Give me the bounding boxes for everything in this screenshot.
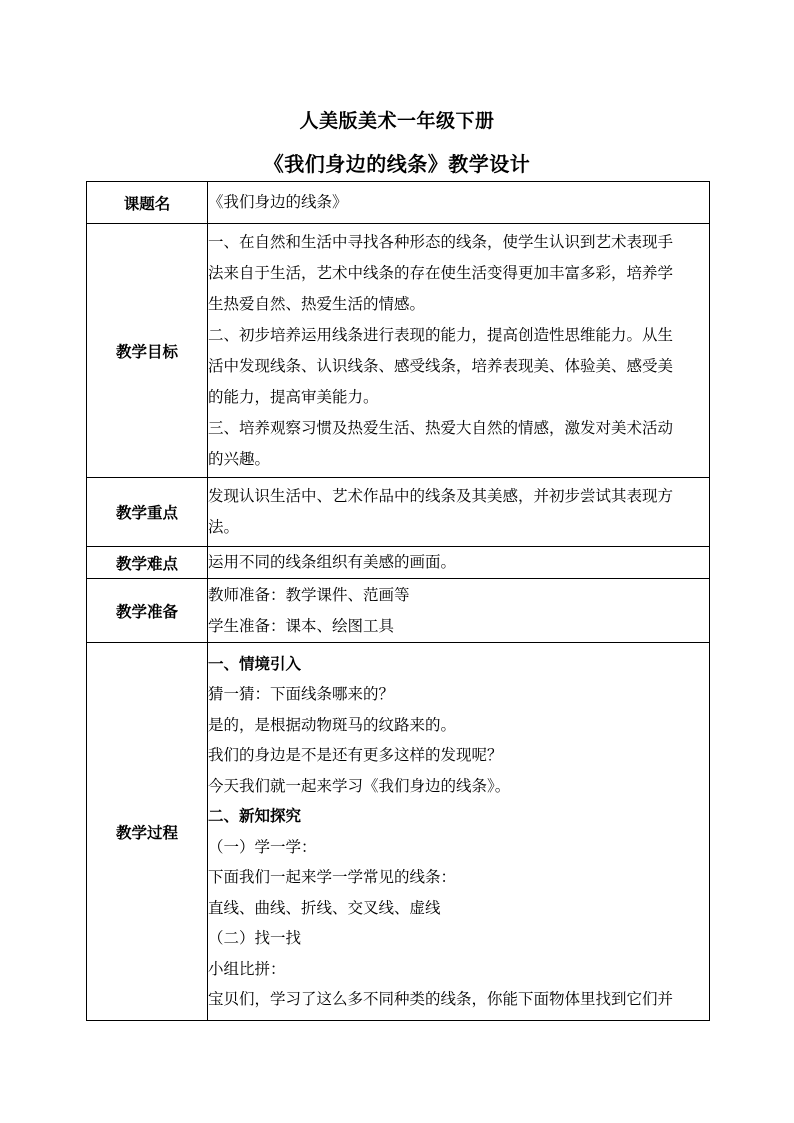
- key-points-line: 发现认识生活中、艺术作品中的线条及其美感，并初步尝试其表现方: [208, 487, 674, 505]
- process-line: 宝贝们，学习了这么多不同种类的线条，你能下面物体里找到它们并: [208, 990, 674, 1008]
- table-row-goals: [87, 224, 710, 478]
- preparation-line: 教师准备：教学课件、范画等: [208, 585, 410, 604]
- process-line: 下面我们一起来学一学常见的线条：: [208, 868, 457, 886]
- row-label-topic: 课题名: [87, 182, 208, 224]
- document-subtitle: 《我们身边的线条》教学设计: [263, 152, 531, 176]
- process-heading: 一、情境引入: [208, 654, 302, 673]
- goals-line: 一、在自然和生活中寻找各种形态的线条，使学生认识到艺术表现手: [208, 232, 674, 251]
- process-line: 我们的身边是不是还有更多这样的发现呢？: [208, 746, 503, 764]
- difficulties-text: 运用不同的线条组织有美感的画面。: [208, 547, 710, 579]
- process-line: （一）学一学：: [208, 837, 317, 856]
- preparation-line: 学生准备：课本、绘图工具: [208, 616, 395, 635]
- preparation-text: [208, 579, 710, 643]
- process-line: 猜一猜：下面线条哪来的？: [208, 685, 395, 703]
- topic-text: 《我们身边的线条》: [208, 182, 710, 224]
- document-title: 人美版美术一年级下册: [299, 110, 495, 132]
- goals-text: [208, 224, 710, 478]
- goals-line: 活中发现线条、认识线条、感受线条，培养表现美、体验美、感受美: [208, 356, 674, 375]
- row-label-key-points: 教学重点: [87, 478, 208, 547]
- process-heading: 二、新知探究: [208, 807, 302, 825]
- goals-line: 生热爱自然、热爱生活的情感。: [208, 294, 426, 313]
- process-text: [208, 643, 710, 1021]
- key-points-line: 法。: [208, 518, 240, 536]
- goals-line: 三、培养观察习惯及热爱生活、热爱大自然的情感，激发对美术活动: [208, 418, 674, 437]
- row-label-difficulties: 教学难点: [87, 547, 208, 579]
- process-line: 直线、曲线、折线、交叉线、虚线: [208, 898, 441, 917]
- goals-line: 的兴趣。: [208, 449, 271, 468]
- goals-line: 二、初步培养运用线条进行表现的能力，提高创造性思维能力。从生: [208, 325, 674, 344]
- process-line: 小组比拼：: [208, 959, 286, 978]
- key-points-text: [208, 478, 710, 547]
- goals-line: 的能力，提高审美能力。: [208, 387, 379, 406]
- table-row-topic: [87, 182, 710, 224]
- process-line: 今天我们就一起来学习《我们身边的线条》。: [208, 776, 511, 795]
- process-line: （二）找一找: [208, 929, 302, 947]
- row-label-goals: 教学目标: [87, 224, 208, 478]
- table-row-process: [87, 643, 710, 1021]
- goals-line: 法来自于生活，艺术中线条的存在使生活变得更加丰富多彩，培养学: [208, 263, 674, 282]
- row-label-process: 教学过程: [87, 643, 208, 1021]
- table-row-preparation: [87, 579, 710, 643]
- table-row-key-points: [87, 478, 710, 547]
- lesson-plan-table: [86, 181, 710, 1021]
- process-line: 是的，是根据动物斑马的纹路来的。: [208, 715, 457, 734]
- row-label-preparation: 教学准备: [87, 579, 208, 643]
- table-row-difficulties: [87, 547, 710, 579]
